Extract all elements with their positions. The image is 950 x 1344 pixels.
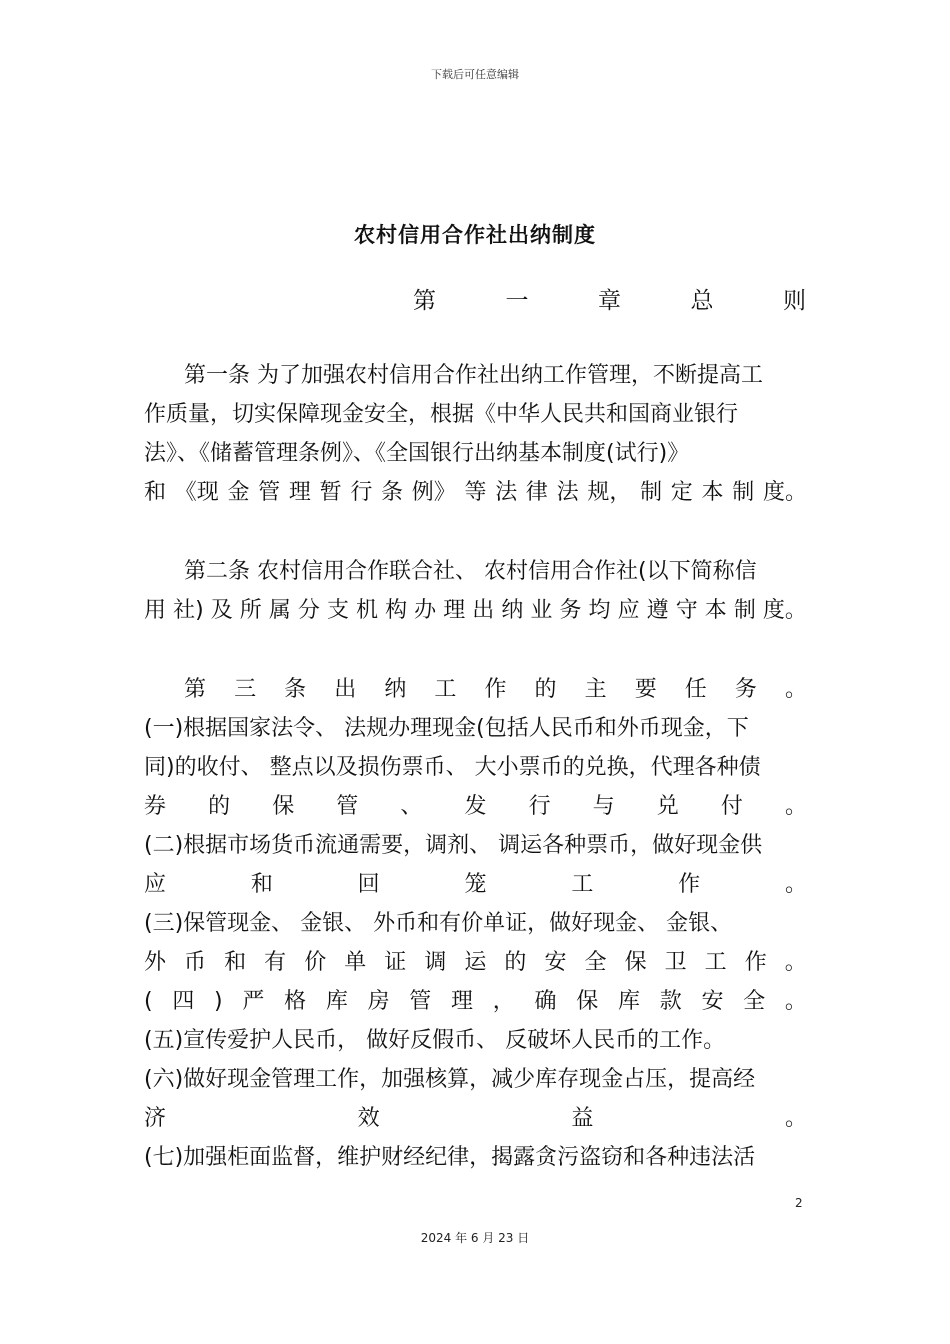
text-token: 管 (409, 989, 432, 1014)
text-token: 卫 (664, 950, 687, 975)
text-token: 出 (334, 677, 357, 702)
text-token: 发 (464, 794, 487, 819)
text-token: 有 (264, 950, 287, 975)
text-token: 三 (234, 677, 257, 702)
text-token: 要 (634, 677, 657, 702)
text-token: 格 (284, 989, 307, 1014)
article-3-line: (五)宣传爱护人民币， 做好反假币、 反破坏人民币的工作。 (144, 1028, 726, 1053)
text-token: 制 (732, 480, 755, 505)
chapter-heading (413, 282, 806, 315)
text-token: 暂 (319, 480, 342, 505)
text-token: 本 (701, 480, 724, 505)
text-token: 币 (184, 950, 207, 975)
text-token: 付 (720, 794, 743, 819)
text-token: 金 (227, 480, 250, 505)
text-token: 社) (173, 598, 204, 623)
text-token: 券 (144, 794, 167, 819)
text-token: 价 (304, 950, 327, 975)
text-token: 工 (571, 872, 594, 897)
text-token: 纳 (384, 677, 407, 702)
text-token: 作 (744, 950, 767, 975)
text-token: 定 (670, 480, 693, 505)
article-3-line: (六)做好现金管理工作，加强核算，减少库存现金占压，提高经 (144, 1067, 756, 1092)
text-token: 《现 (174, 480, 219, 505)
text-token: 证 (384, 950, 407, 975)
text-token: 行 (350, 480, 373, 505)
text-token: 房 (367, 989, 390, 1014)
text-token: 办 (414, 598, 437, 623)
text-token: 均 (588, 598, 611, 623)
text-token: 、 (400, 794, 423, 819)
text-token: 理 (288, 480, 311, 505)
chapter-char: 总 (690, 288, 714, 314)
text-token: 业 (530, 598, 553, 623)
page-header-note: 下载后可任意编辑 (431, 68, 519, 81)
text-token: ( (144, 989, 153, 1014)
text-token: 运 (464, 950, 487, 975)
text-token: 务 (734, 677, 757, 702)
chapter-char: 则 (783, 288, 806, 314)
document-title: 农村信用合作社出纳制度 (354, 223, 596, 247)
text-token: 例》 (411, 480, 456, 505)
article-3-line (144, 787, 807, 826)
text-token: 度。 (762, 598, 807, 623)
text-token: 条 (284, 677, 307, 702)
text-token: ) (214, 989, 223, 1014)
text-token: 安 (701, 989, 724, 1014)
page-footer-date: 2024 年 6 月 23 日 (420, 1231, 530, 1245)
text-token: 第 (184, 677, 207, 702)
article-2-line (144, 591, 807, 630)
text-token: 本 (704, 598, 727, 623)
article-3 (144, 670, 807, 1177)
text-token: 理 (443, 598, 466, 623)
article-3-heading (144, 670, 807, 709)
text-token: 济 (144, 1106, 167, 1131)
text-token: 管 (258, 480, 281, 505)
text-token: 管 (336, 794, 359, 819)
article-3-line: (一)根据国家法令、 法规办理现金(包括人民币和外币现金，下 (144, 716, 749, 741)
text-token: 库 (617, 989, 640, 1014)
text-token: 所 (239, 598, 262, 623)
text-token: 理 (451, 989, 474, 1014)
text-token: 安 (544, 950, 567, 975)
text-token: 外 (144, 950, 167, 975)
text-token: 法 (556, 480, 579, 505)
text-token: 。 (784, 794, 807, 819)
text-token: 守 (675, 598, 698, 623)
text-token: 分 (297, 598, 320, 623)
article-2 (144, 552, 807, 630)
text-token: 制 (640, 480, 663, 505)
text-token: 的 (534, 677, 557, 702)
article-3-line (144, 865, 807, 904)
text-token: 。 (784, 1106, 807, 1131)
text-token: 务 (559, 598, 582, 623)
text-token: 回 (357, 872, 380, 897)
text-token: 行 (528, 794, 551, 819)
text-token: 保 (272, 794, 295, 819)
article-1 (144, 356, 807, 512)
text-token: 律 (525, 480, 548, 505)
text-token: 应 (617, 598, 640, 623)
article-1-line: 第一条 为了加强农村信用合作社出纳工作管理，不断提高工 (184, 363, 763, 388)
article-1-line: 作质量，切实保障现金安全，根据《中华人民共和国商业银行 (144, 402, 739, 427)
page-number: 2 (795, 1196, 803, 1210)
text-token: 的 (504, 950, 527, 975)
text-token: 遵 (646, 598, 669, 623)
text-token: 。 (784, 950, 807, 975)
text-token: 全 (743, 989, 766, 1014)
text-token: 和 (250, 872, 273, 897)
text-token: 及 (210, 598, 233, 623)
text-token: 制 (733, 598, 756, 623)
article-1-line: 法》、《储蓄管理条例》、《全国银行出纳基本制度(试行)》 (144, 441, 690, 466)
text-token: 用 (144, 598, 167, 623)
text-token: 的 (208, 794, 231, 819)
article-3-line (144, 982, 807, 1021)
text-token: 。 (784, 872, 807, 897)
text-token: 严 (242, 989, 265, 1014)
text-token: 出 (472, 598, 495, 623)
article-3-line: (二)根据市场货币流通需要，调剂、 调运各种票币，做好现金供 (144, 833, 763, 858)
text-token: 全 (584, 950, 607, 975)
text-token: 支 (326, 598, 349, 623)
text-token: 兑 (656, 794, 679, 819)
text-token: 属 (268, 598, 291, 623)
text-token: 款 (659, 989, 682, 1014)
article-3-line: (七)加强柜面监督，维护财经纪律，揭露贪污盗窃和各种违法活 (144, 1145, 756, 1170)
text-token: 和 (144, 480, 167, 505)
text-token: 单 (344, 950, 367, 975)
article-3-line: (三)保管现金、 金银、 外币和有价单证，做好现金、 金银、 (144, 911, 733, 936)
text-token: 条 (381, 480, 404, 505)
text-token: 作 (484, 677, 507, 702)
text-token: 与 (592, 794, 615, 819)
text-token: 保 (576, 989, 599, 1014)
text-token: 笼 (464, 872, 487, 897)
text-token: 等 (464, 480, 487, 505)
text-token: 确 (534, 989, 557, 1014)
text-token: 法 (495, 480, 518, 505)
text-token: 效 (357, 1106, 380, 1131)
text-token: 保 (624, 950, 647, 975)
text-token: 机 (356, 598, 379, 623)
article-1-last-line (144, 473, 807, 512)
text-token: 调 (424, 950, 447, 975)
text-token: 纳 (501, 598, 524, 623)
text-token: 度。 (762, 480, 807, 505)
article-2-line: 第二条 农村信用合作联合社、 农村信用合作社(以下简称信 (184, 559, 757, 584)
article-3-line (144, 943, 807, 982)
text-token: 。 (784, 677, 807, 702)
text-token: 和 (224, 950, 247, 975)
text-token: 主 (584, 677, 607, 702)
text-token: 规， (587, 480, 632, 505)
text-token: 工 (704, 950, 727, 975)
article-3-line (144, 1099, 807, 1138)
text-token: 构 (385, 598, 408, 623)
article-3-line: 同)的收付、 整点以及损伤票币、 大小票币的兑换，代理各种债 (144, 755, 761, 780)
text-token: ， (492, 989, 515, 1014)
chapter-char: 章 (598, 288, 621, 314)
text-token: 工 (434, 677, 457, 702)
text-token: 四 (172, 989, 195, 1014)
text-token: 益 (571, 1106, 594, 1131)
text-token: 任 (684, 677, 707, 702)
chapter-char: 第 (413, 288, 436, 314)
chapter-char: 一 (505, 288, 529, 314)
text-token: 作 (678, 872, 701, 897)
text-token: 。 (784, 989, 807, 1014)
text-token: 应 (144, 872, 167, 897)
text-token: 库 (325, 989, 348, 1014)
